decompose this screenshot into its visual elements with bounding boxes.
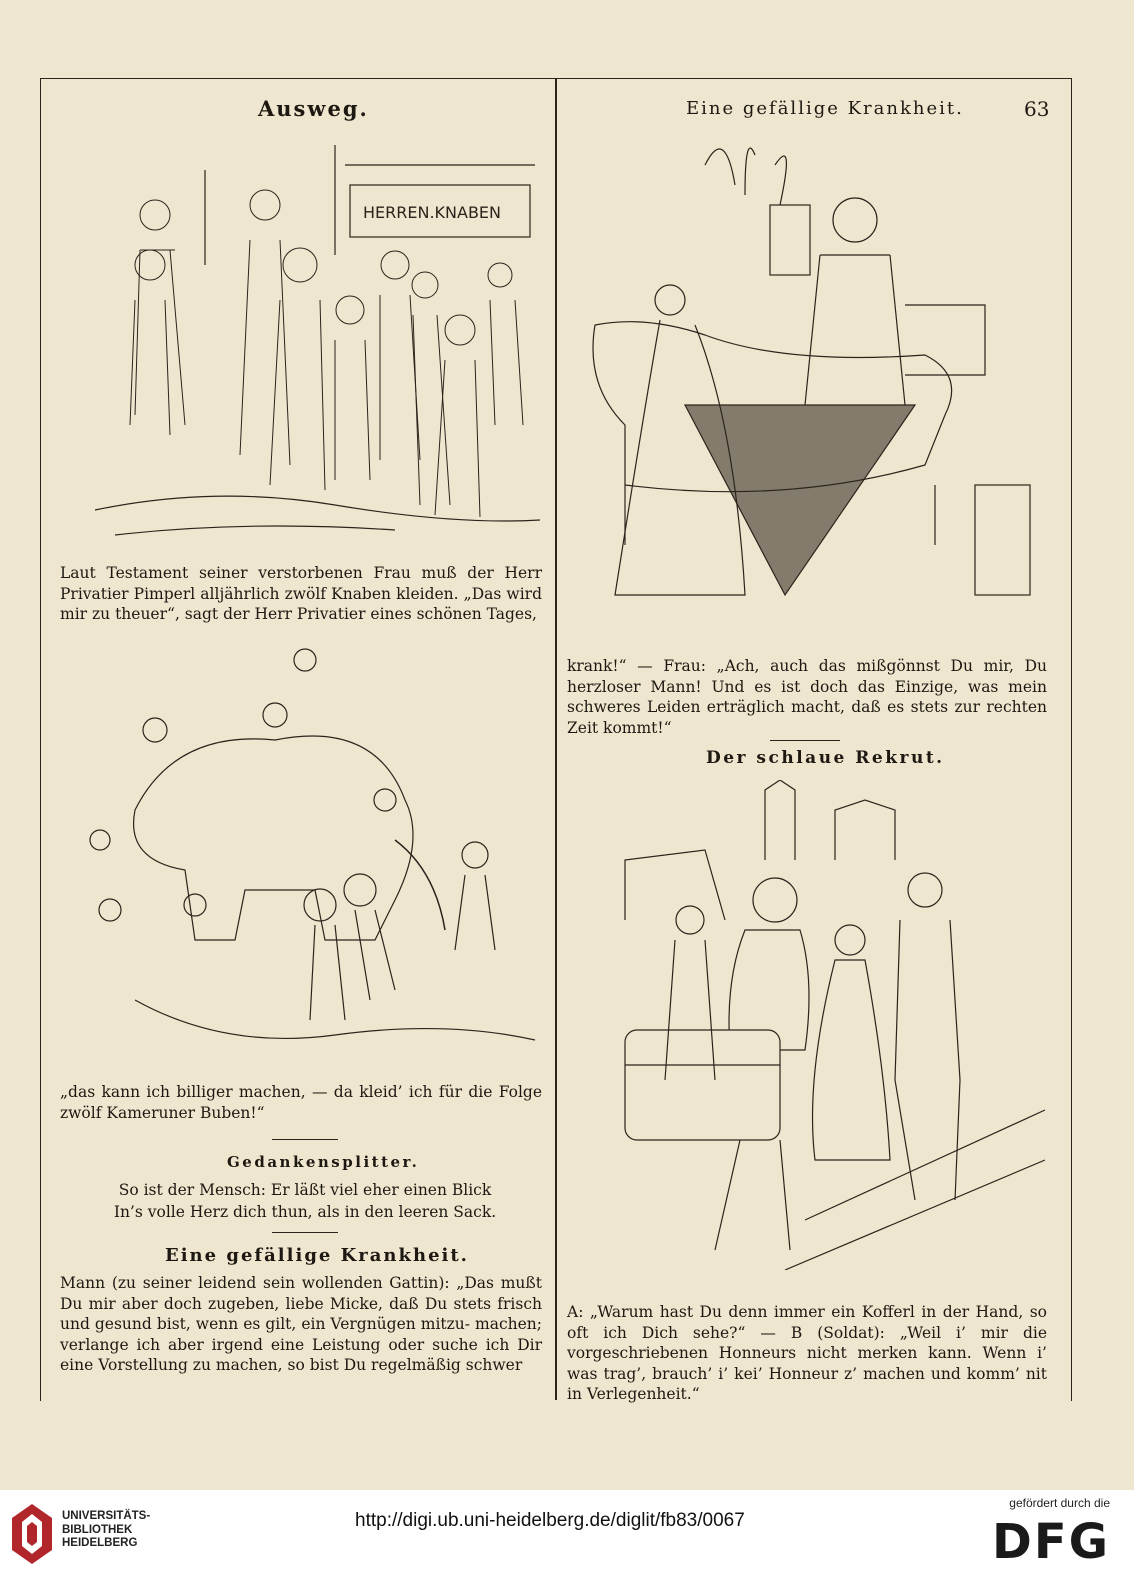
caption-elephant: „das kann ich billiger machen, — da kleid’ ich für die Folge zwölf Kameruner Buben!“ — [60, 1083, 542, 1122]
permalink-url[interactable]: http://digi.ub.uni-heidelberg.de/diglit/fb83/0067 — [355, 1510, 745, 1531]
university-line-1: UNIVERSITÄTS- — [62, 1510, 151, 1522]
right-title: Eine gefällige Krankheit. — [686, 98, 964, 119]
separator-2 — [272, 1232, 338, 1233]
aphorism-line1: So ist der Mensch: Er läßt viel eher einen Blick — [118, 1181, 492, 1199]
dfg-logo: DFG — [991, 1514, 1110, 1570]
illustration-recruit — [605, 780, 1045, 1270]
story-title: Eine gefällige Krankheit. — [165, 1245, 469, 1266]
caption-boys: Laut Testament seiner verstorbenen Frau muß der Herr Privatier Pimperl alljährlich zwölf Knaben kleiden. „Das wird mir zu theuer“, sagt der Herr Privatier eines schönen Tages, — [60, 564, 542, 623]
recruit-title: Der schlaue Rekrut. — [706, 748, 945, 768]
university-line-2: BIBLIOTHEK — [62, 1523, 133, 1536]
left-title: Ausweg. — [258, 96, 369, 121]
aphorism-line2: In’s volle Herz dich thun, als in den leeren Sack. — [113, 1203, 497, 1221]
funded-by-text: gefördert durch die — [1009, 1496, 1110, 1510]
aphorism-title: Gedankensplitter. — [227, 1153, 420, 1171]
university-logo-icon — [12, 1504, 54, 1564]
viewer-footer — [0, 1490, 1134, 1580]
illustration-boys-shop — [95, 125, 540, 545]
university-line-3: HEIDELBERG — [62, 1537, 138, 1549]
separator-3 — [770, 740, 840, 741]
recruit-text: A: „Warum hast Du denn immer ein Kofferl in der Hand, so oft ich Dich sehe?“ — B (Soldat): „Weil i’ mir die vorgeschriebenen Honneurs nicht merken kann. Wenn i’ was trag’, brauch’ i’ kei’ Honneur z’ machen und komm’ nit in Verlegenheit.“ — [567, 1303, 1047, 1403]
column-divider — [555, 78, 557, 1400]
story-text: Mann (zu seiner leidend sein wollenden Gattin): „Das mußt Du mir aber doch zugeben, liebe Micke, daß Du stets frisch und gesund bist, wenn es gilt, ein Vergnügen mitzu- machen; verlange ich aber irgend eine Leistung oder suche ich Dir eine Vorstellung zu machen, so bist Du regelmäßig schwer — [60, 1274, 542, 1374]
illustration-sofa-scene — [585, 125, 1050, 630]
illustration-elephant — [75, 640, 545, 1070]
university-name — [62, 1510, 150, 1551]
separator-1 — [272, 1139, 338, 1140]
story-continuation: krank!“ — Frau: „Ach, auch das mißgönnst Du mir, Du herzloser Mann! Und es ist doch das Einzige, was mein schweres Leiden erträglich macht, daß es stets zur rechten Zeit kommt!“ — [567, 657, 1047, 737]
shop-sign-text: HERREN.KNABEN — [363, 203, 501, 222]
page-number: 63 — [1024, 97, 1050, 121]
